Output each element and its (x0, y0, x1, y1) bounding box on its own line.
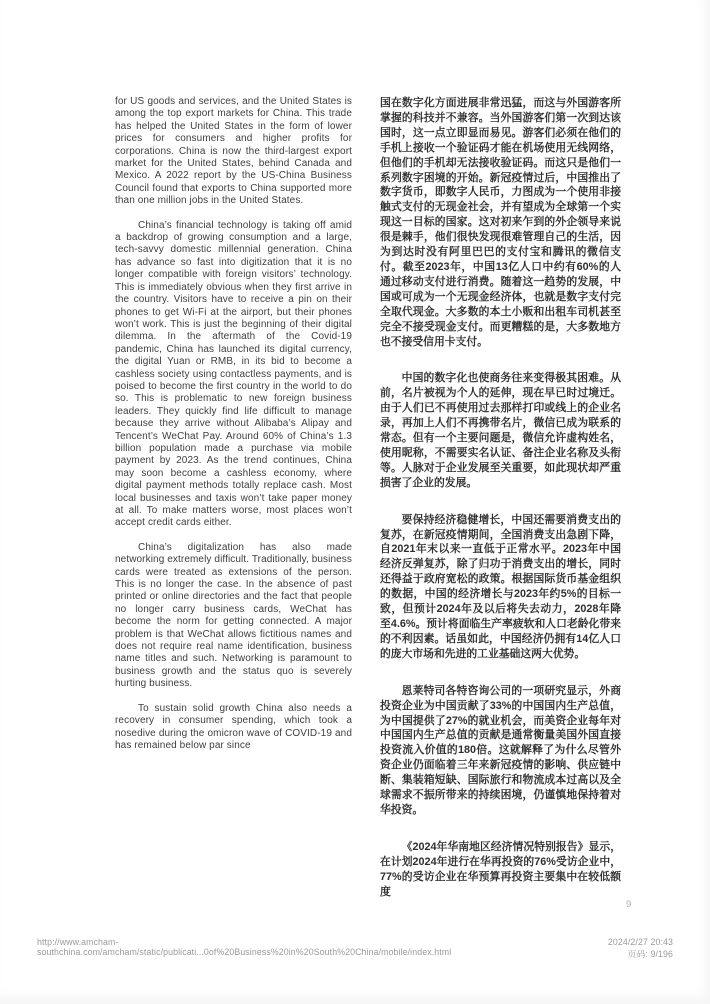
left-column-english (115, 96, 352, 922)
paragraph-zh-5: 《2024年华南地区经济情况特别报告》显示，在计划2024年进行在华再投资的76%受访企业中，77%的受访企业在华预算再投资主要集中在较低额度 (380, 840, 621, 898)
page-indicator: 页码: 9/196 (627, 948, 673, 959)
capture-timestamp: 2024/2/27 20:43 (607, 937, 673, 947)
two-column-body (115, 96, 621, 922)
paragraph-en-2: China’s financial technology is taking off amid a backdrop of growing consumption and a large, tech-savvy domestic millennial generation. China has advance so fast into digitization that it is no longer compatible with foreign visitors’ technology. This is immediately obvious when they first arrive in the country. Visitors have to receive a pin on their phones to get Wi-Fi at the airport, but their phones won’t work. This is just the beginning of their digital dilemma. In the aftermath of the Covid-19 pandemic, China has launched its digital currency, the digital Yuan or RMB, in its bid to become a cashless society using contactless payments, and is poised to become the first country in the world to do so. This is problematic to new foreign business leaders. They quickly find life difficult to manage because they arrive without Alibaba’s Alipay and Tencent’s WeChat Pay. Around 60% of China’s 1.3 billion population made a purchase via mobile payment by 2023. As the trend continues, China may soon become a cashless economy, where digital payment methods totally replace cash. Most local businesses and taxis won’t take paper money at all. To make matters worse, most places won’t accept credit cards either. (115, 219, 352, 529)
paragraph-en-1: for US goods and services, and the United States is among the top export markets for China. This trade has helped the United States in the form of lower prices for consumers and higher profits for corporations. China is now the third-largest export market for the United States, behind Canada and Mexico. A 2022 report by the US-China Business Council found that exports to China supported more than one million jobs in the United States. (115, 96, 352, 207)
paragraph-zh-1: 国在数字化方面进展非常迅猛，而这与外国游客所掌握的科技并不兼容。当外国游客们第一次到达该国时，这一点立即显而易见。游客们必须在他们的手机上接收一个验证码才能在机场使用无线网络，但他们的手机却无法接收验证码。而这只是他们一系列数字困境的开始。新冠疫情过后，中国推出了数字货币，即数字人民币，力图成为一个使用非接触式支付的无现金社会，并有望成为全球第一个实现这一目标的国家。这对初来乍到的外企领导来说很是棘手，他们很快发现很难管理自己的生活，因为到达时没有阿里巴巴的支付宝和腾讯的微信支付。截至2023年，中国13亿人口中约有60%的人通过移动支付进行消费。随着这一趋势的发展，中国或可成为一个无现金经济体，也就是数字支付完全取代现金。大多数的本土小贩和出租车司机甚至完全不接受现金支付。而更糟糕的是，大多数地方也不接受信用卡支付。 (380, 97, 621, 348)
paragraph-en-3: China’s digitalization has also made networking extremely difficult. Traditionally, business cards were treated as extensions of the person. This is no longer the case. In the absence of past printed or online directories and the fact that people no longer carry business cards, WeChat has become the norm for getting connected. A major problem is that WeChat allows fictitious names and does not require real name identification, business name titles and such. Networking is paramount to business growth and the status quo is severely hurting business. (115, 541, 352, 690)
paragraph-zh-3: 要保持经济稳健增长，中国还需要消费支出的复苏，在新冠疫情期间，全国消费支出急剧下降，自2021年末以来一直低于正常水平。2023年中国经济反弹复苏，除了归功于消费支出的增长，同时还得益于政府宽松的政策。根据国际货币基金组织的数据，中国的经济增长与2023年约5%的目标一致，但预计2024年及以后将失去动力，2028年降至4.6%。预计将面临生产率疲软和人口老龄化带来的不利因素。话虽如此，中国经济仍拥有14亿人口的庞大市场和先进的工业基础这两大优势。 (380, 513, 621, 660)
viewer-footer (37, 937, 673, 960)
paragraph-zh-2: 中国的数字化也使商务往来变得极其困难。从前，名片被视为个人的延伸，现在早已时过境迁。由于人们已不再使用过去那样打印或线上的企业名录，再加上人们不再携带名片，微信已成为联系的常态。但有一个主要问题是，微信允许虚构姓名，使用昵称，不需要实名认证、备注企业名称及头衔等。人脉对于企业发展至关重要，如此现状却严重损害了企业的发展。 (380, 372, 621, 489)
footer-meta (608, 937, 673, 960)
right-column-chinese (380, 96, 621, 922)
source-url: http://www.amcham-southchina.com/amcham/static/publicati...0of%20Business%20in%20South%20China/mobile/index.html (37, 937, 452, 957)
paragraph-zh-4: 恩莱特司各特咨询公司的一项研究显示，外商投资企业为中国贡献了33%的中国国内生产总值，为中国提供了27%的就业机会，而美资企业每年对中国国内生产总值的贡献是通常衡量美国外国直接投资流入价值的180倍。这就解释了为什么尽管外资企业仍面临着三年来新冠疫情的影响、供应链中断、集装箱短缺、国际旅行和物流成本过高以及全球需求不振所带来的持续困境，仍谨慎地保持着对华投资。 (380, 684, 621, 816)
page-number: 9 (626, 899, 632, 910)
paragraph-en-4: To sustain solid growth China also needs a recovery in consumer spending, which took a nosedive during the omicron wave of COVID-19 and has remained below par since (115, 702, 352, 751)
